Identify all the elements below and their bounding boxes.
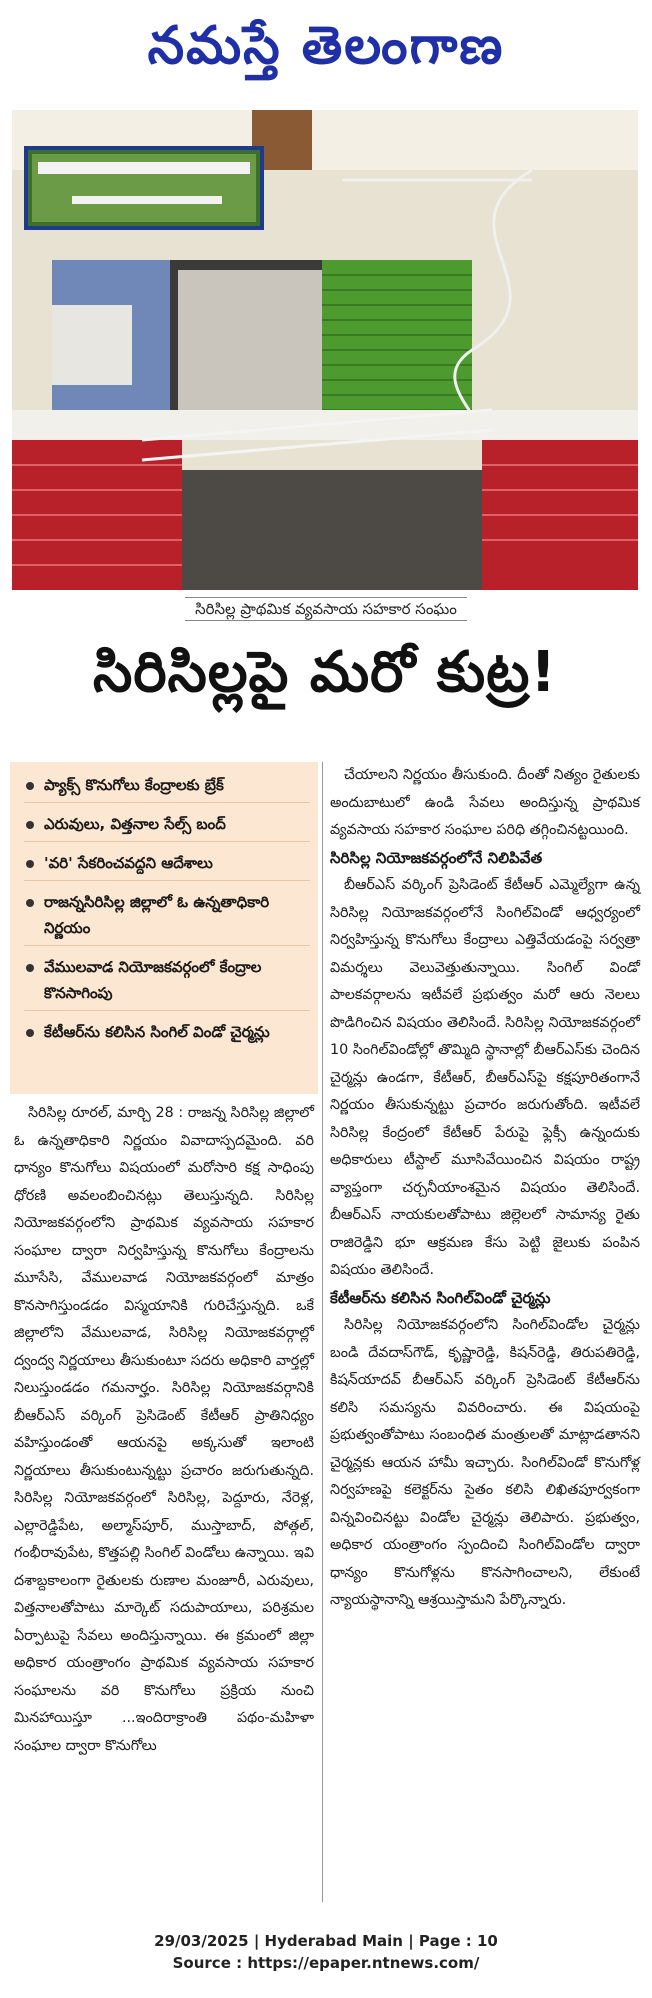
page-footer bbox=[0, 1930, 652, 1974]
headline: సిరిసిల్లపై మరో కుట్ర! bbox=[93, 640, 557, 705]
photo-caption: సిరిసిల్ల ప్రాథమిక వ్యవసాయ సహకార సంఘం bbox=[0, 600, 652, 622]
article-paragraph: సిరిసిల్ల రూరల్, మార్చి 28 : రాజన్న సిరిసిల్ల జిల్లాలో ఓ ఉన్నతాధికారి నిర్ణయం వివాదాస్పదమైంది. వరి ధాన్యం కొనుగోలు విషయంలో మరోసారి కక్ష సాధింపు ధోరణి అవలంబించినట్లు తెలుస్తున్నది. సిరిసిల్ల నియోజకవర్గంలోని ప్రాథమిక వ్యవసాయ సహకార సంఘాల ద్వారా నిర్వహిస్తున్న కొనుగోలు కేంద్రాలను మూసేసి, వేములవాడ నియోజకవర్గంలో మాత్రం కొనసాగిస్తుండడం విస్మయానికి గురిచేస్తున్నది. ఒకే జిల్లాలోని వేములవాడ, సిరిసిల్ల నియోజకవర్గాల్లో ద్వంద్వ నిర్ణయాలు తీసుకుంటూ సదరు అధికారి వార్తల్లో నిలుస్తుండడం గమనార్హం. సిరిసిల్ల నియోజకవర్గానికి బీఆర్‌ఎస్ వర్కింగ్ ప్రెసిడెంట్ కేటీఆర్ ప్రాతినిధ్యం వహిస్తుండంతో ఆయనపై అక్కసుతో ఇలాంటి నిర్ణయాలు తీసుకుంటున్నట్టు ప్రచారం జరుగుతున్నది. సిరిసిల్ల నియోజకవర్గంలో సిరిసిల్ల, పెద్దూరు, నేరెళ్ల, ఎల్లారెడ్డిపేట, అల్మాస్‌పూర్, ముస్తాబాద్, పోత్గల్, గంభీరావుపేట, కొత్తపల్లి సింగిల్ విండోలు ఉన్నాయి. ఇవి దశాబ్దకాలంగా రైతులకు రుణాల మంజూరీ, ఎరువులు, విత్తనాలతోపాటు మార్కెట్ సదుపాయాలు, పరిశ్రమల ఏర్పాటుపై సేవలు అందిస్తున్నాయి. ఈ క్రమంలో జిల్లా అధికార యంత్రాంగం ప్రాథమిక వ్యవసాయ సహకార సంఘాలను వరి కొనుగోలు ప్రక్రియ నుంచి మినహాయిస్తూ ...ఇందిరాక్రాంతి పథం-మహిళా సంఘాల ద్వారా కొనుగోలు bbox=[14, 1105, 314, 1754]
building-photo-illustration bbox=[12, 110, 638, 590]
highlight-item: కేటీఆర్‌ను కలిసిన సింగిల్ విండో చైర్మన్లు bbox=[24, 1019, 310, 1049]
news-photo bbox=[12, 110, 638, 590]
column-divider bbox=[322, 762, 323, 1902]
highlight-item: రాజన్నసిరిసిల్ల జిల్లాలో ఓ ఉన్నతాధికారి నిర్ణయం bbox=[24, 889, 310, 946]
section-subhead: కేటీఆర్‌ను కలిసిన సింగిల్‌విండో చైర్మన్లు bbox=[330, 1288, 551, 1307]
article-right-column bbox=[330, 762, 640, 1615]
highlights-box bbox=[10, 762, 318, 1094]
article-paragraph: బీఆర్‌ఎస్ వర్కింగ్ ప్రెసిడెంట్ కేటీఆర్ ఎమ్మెల్యేగా ఉన్న సిరిసిల్ల నియోజకవర్గంలోనే సింగిల్‌విండో ఆధ్వర్యంలో నిర్వహిస్తున్న కొనుగోలు కేంద్రాలు ఎత్తివేయడంపై సర్వత్రా విమర్శలు వెలువెత్తుతున్నాయి. సింగిల్ విండో పాలకవర్గాలను ఇటీవలే ప్రభుత్వం మరో ఆరు నెలలు పొడిగించిన విషయం తెలిసిందే. సిరిసిల్ల నియోజకవర్గంలో 10 సింగిల్‌విండోల్లో తొమ్మిది స్థానాల్లో బీఆర్‌ఎస్‌కు చెందిన చైర్మన్లు ఉండగా, కేటీఆర్, బీఆర్‌ఎస్‌పై కక్షపూరితంగానే నిర్ణయం తీసుకున్నట్టు ప్రచారం జరుగుతోంది. ఇటీవలే సిరిసిల్ల కేంద్రంలో కేటీఆర్ పేరుపై ఫ్లెక్సీ ఉన్నందుకు అధికారులు టీస్టాల్ మూసివేయించిన విషయం రాష్ట్ర వ్యాప్తంగా చర్చనీయాంశమైన విషయం తెలిసిందే. బీఆర్‌ఎస్ నాయకులతోపాటు జిల్లెలలో సామాన్య రైతు రాజిరెడ్డిని భూ ఆక్రమణ కేసు పెట్టి జైలుకు పంపిన విషయం తెలిసిందే. bbox=[330, 877, 640, 1278]
article-paragraph: చేయాలని నిర్ణయం తీసుకుంది. దీంతో నిత్యం రైతులకు అందుబాటులో ఉండి సేవలు అందిస్తున్న ప్రాథమిక వ్యవసాయ సహకార సంఘాల పరిధి తగ్గించినట్టయింది. bbox=[330, 767, 640, 838]
article-paragraph: సిరిసిల్ల నియోజకవర్గంలోని సింగిల్‌విండోల చైర్మన్లు బండి దేవదాస్‌గౌడ్, కృష్ణారెడ్డి, కిషన్‌రెడ్డి, తిరుపతిరెడ్డి, కిషన్‌యాదవ్ బీఆర్‌ఎస్ వర్కింగ్ ప్రెసిడెంట్ కేటీఆర్‌ను కలిసి సమస్యను వివరించారు. ఈ విషయంపై ప్రభుత్వంతోపాటు సంబంధిత మంత్రులతో మాట్లాడతానని చైర్మన్లకు ఆయన హామీ ఇచ్చారు. సింగిల్‌విండో కొనుగోళ్ల నిర్వహణపై కలెక్టర్‌ను సైతం కలిసి లిఖితపూర్వకంగా విన్నవించినట్టు విండోల చైర్మన్లు తెలిపారు. ప్రభుత్వం, అధికార యంత్రాంగం స్పందించి సింగిల్‌విండోల ద్వారా ధాన్యం కొనుగోళ్లను కొనసాగించాలని, లేకుంటే న్యాయస్థానాన్ని ఆశ్రయిస్తామని పేర్కొన్నారు. bbox=[330, 1317, 640, 1608]
highlight-item: వేములవాడ నియోజకవర్గంలో కేంద్రాల కొనసాగింపు bbox=[24, 954, 310, 1011]
highlight-item: ఎరువులు, విత్తనాల సేల్స్ బంద్ bbox=[24, 811, 310, 842]
highlight-item: 'వరి' సేకరించవద్దని ఆదేశాలు bbox=[24, 850, 310, 881]
section-subhead: సిరిసిల్ల నియోజకవర్గంలోనే నిలిపివేత bbox=[330, 848, 543, 867]
article-left-column bbox=[14, 1100, 314, 1760]
highlight-item: ప్యాక్స్ కొనుగోలు కేంద్రాలకు బ్రేక్ bbox=[24, 772, 310, 803]
masthead-title: నమస్తే తెలంగాణ bbox=[147, 15, 505, 76]
footer-date-edition: 29/03/2025 | Hyderabad Main | Page : 10 bbox=[154, 1932, 498, 1950]
footer-source: Source : https://epaper.ntnews.com/ bbox=[172, 1954, 480, 1972]
masthead bbox=[0, 0, 652, 104]
